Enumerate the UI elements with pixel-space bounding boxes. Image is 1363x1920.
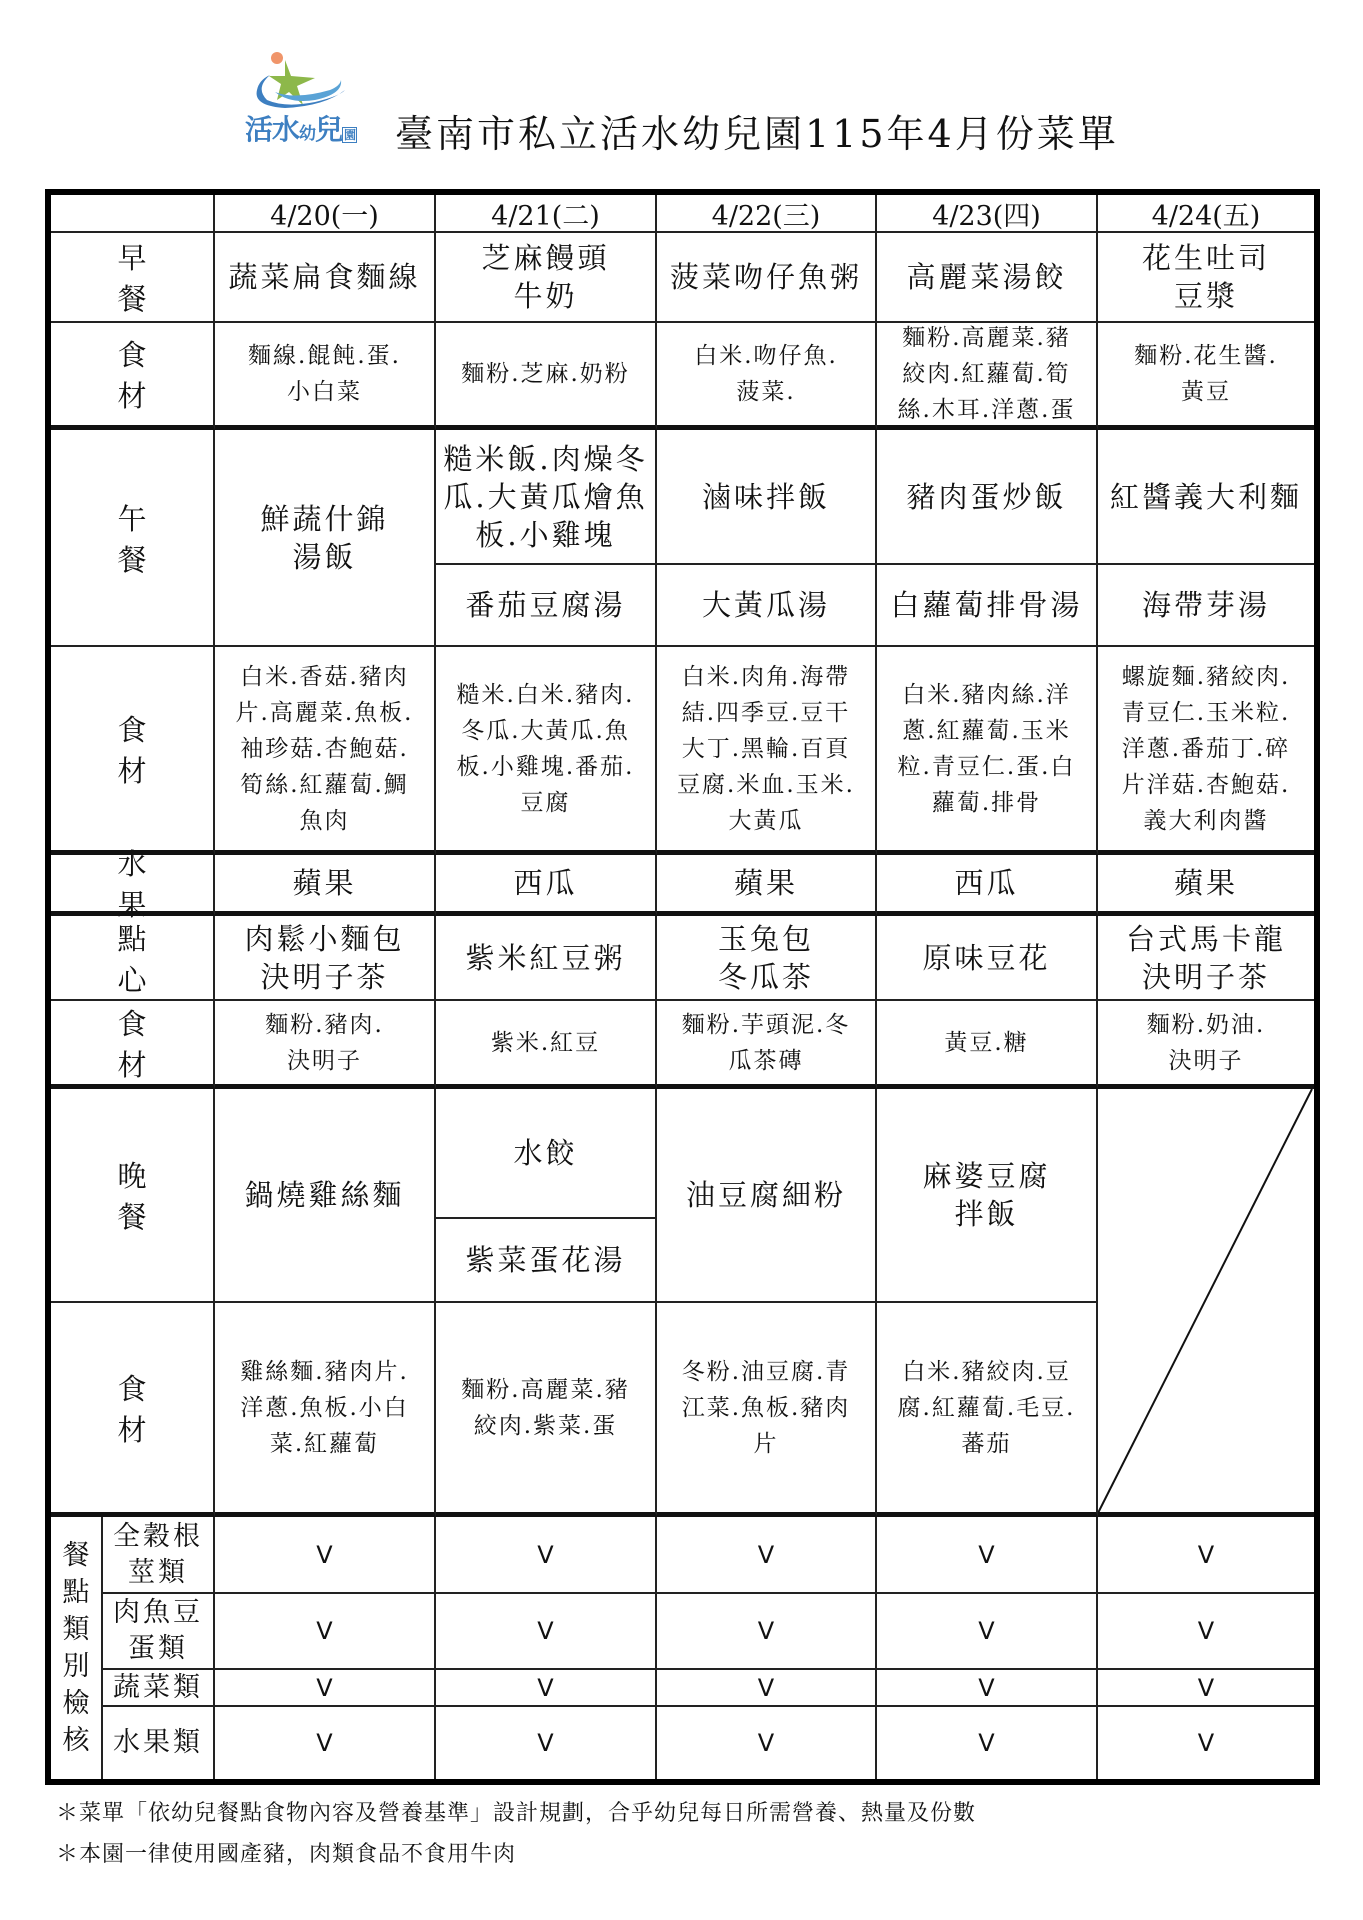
check-mark bbox=[877, 1517, 1098, 1594]
check-mark bbox=[1098, 1517, 1314, 1594]
row-label-lunch-ingredients bbox=[51, 647, 236, 855]
row-label-breakfast-text: 早 餐 bbox=[117, 241, 236, 316]
row-label-lunch-ingredients-text: 食 材 bbox=[117, 712, 236, 788]
snack-ingredients-text: 麵粉.奶油. 決明子 bbox=[1146, 1011, 1266, 1074]
lunch-main-text: 鮮蔬什錦 湯飯 bbox=[260, 501, 389, 574]
check-mark-text: V bbox=[316, 1673, 333, 1702]
breakfast-ingredients-text: 麵粉.芝麻.奶粉 bbox=[461, 361, 630, 387]
check-group-label-text: 餐點類別檢核 bbox=[62, 1540, 90, 1756]
dinner-ingredients bbox=[436, 1303, 657, 1517]
dinner-dish bbox=[436, 1089, 657, 1219]
dinner-ingredients-text: 白米.豬絞肉.豆 腐.紅蘿蔔.毛豆. 蕃茄 bbox=[897, 1358, 1076, 1457]
kindergarten-logo bbox=[245, 50, 380, 145]
check-mark bbox=[877, 1594, 1098, 1670]
lunch-main bbox=[436, 430, 657, 565]
breakfast-ingredients bbox=[657, 323, 877, 430]
row-label-snack bbox=[51, 916, 236, 1001]
snack-ingredients bbox=[436, 1001, 657, 1089]
logo-text: 活水幼兒 園 bbox=[245, 113, 356, 146]
check-mark bbox=[877, 1670, 1098, 1707]
check-category bbox=[103, 1517, 215, 1594]
row-label-dinner-text: 晚 餐 bbox=[117, 1159, 236, 1234]
check-mark-text: V bbox=[757, 1617, 775, 1645]
breakfast-ingredients-text: 麵線.餛飩.蛋. 小白菜 bbox=[248, 343, 401, 405]
row-label-dinner-ingredients-text: 食 材 bbox=[117, 1371, 236, 1447]
dinner-ingredients bbox=[657, 1303, 877, 1517]
check-mark bbox=[436, 1707, 657, 1779]
row-label-breakfast-ingredients-text: 食 材 bbox=[117, 338, 236, 413]
row-label-lunch-text: 午 餐 bbox=[117, 501, 236, 577]
breakfast-dish bbox=[1098, 233, 1314, 323]
check-mark-text: V bbox=[757, 1540, 775, 1569]
check-category-text: 全穀根 莖類 bbox=[113, 1520, 203, 1588]
fruit-item bbox=[877, 855, 1098, 916]
lunch-ingredients-text: 白米.香菇.豬肉 片.高麗菜.魚板. 袖珍菇.杏鮑菇. 筍絲.紅蘿蔔.鯛 魚肉 bbox=[235, 663, 414, 834]
dinner-ingredients bbox=[877, 1303, 1098, 1517]
lunch-soup bbox=[657, 565, 877, 647]
fruit-item-text: 西瓜 bbox=[513, 866, 578, 900]
snack-dish bbox=[436, 916, 657, 1001]
lunch-main bbox=[1098, 430, 1314, 565]
dinner-dish-text: 油豆腐細粉 bbox=[685, 1178, 846, 1212]
day-header bbox=[215, 195, 436, 233]
lunch-soup bbox=[436, 565, 657, 647]
lunch-ingredients-text: 螺旋麵.豬絞肉. 青豆仁.玉米粒. 洋蔥.番茄丁.碎 片洋菇.杏鮑菇. 義大利肉醬 bbox=[1121, 663, 1291, 834]
check-mark-text: V bbox=[1197, 1617, 1215, 1645]
dinner-dish-text: 麻婆豆腐 拌飯 bbox=[922, 1159, 1051, 1231]
dinner-soup bbox=[436, 1219, 657, 1303]
check-mark bbox=[215, 1707, 436, 1779]
fruit-item bbox=[436, 855, 657, 916]
snack-dish bbox=[1098, 916, 1314, 1001]
check-mark bbox=[1098, 1594, 1314, 1670]
row-label-lunch bbox=[51, 430, 236, 647]
breakfast-dish bbox=[877, 233, 1098, 323]
fruit-item bbox=[215, 855, 436, 916]
check-mark-text: V bbox=[978, 1617, 995, 1645]
row-label-snack-ingredients-text: 食 材 bbox=[117, 1006, 236, 1082]
snack-ingredients bbox=[877, 1001, 1098, 1089]
row-label-dinner-ingredients bbox=[51, 1303, 236, 1517]
day-header-text: 4/21(二) bbox=[491, 200, 600, 232]
lunch-soup bbox=[1098, 565, 1314, 647]
lunch-ingredients bbox=[877, 647, 1098, 855]
check-mark bbox=[215, 1670, 436, 1707]
check-mark-text: V bbox=[537, 1673, 554, 1702]
breakfast-ingredients bbox=[877, 323, 1098, 430]
dinner-dish bbox=[215, 1089, 436, 1303]
breakfast-dish bbox=[215, 233, 436, 323]
snack-dish bbox=[215, 916, 436, 1001]
check-mark-text: V bbox=[316, 1617, 333, 1645]
fruit-item-text: 西瓜 bbox=[954, 866, 1019, 900]
check-mark bbox=[215, 1594, 436, 1670]
check-mark bbox=[1098, 1670, 1314, 1707]
breakfast-ingredients bbox=[1098, 323, 1314, 430]
row-label-snack-text: 點 心 bbox=[117, 921, 236, 997]
snack-ingredients-text: 黃豆.糖 bbox=[944, 1029, 1029, 1056]
lunch-ingredients bbox=[1098, 647, 1314, 855]
breakfast-ingredients-text: 麵粉.高麗菜.豬 絞肉.紅蘿蔔.筍 絲.木耳.洋蔥.蛋 bbox=[897, 325, 1076, 423]
check-mark-text: V bbox=[757, 1729, 775, 1757]
check-mark-text: V bbox=[1197, 1729, 1215, 1757]
check-mark-text: V bbox=[316, 1729, 333, 1757]
note-nutrition: ＊菜單「依幼兒餐點食物內容及營養基準」設計規劃，合乎幼兒每日所需營養、熱量及份數 bbox=[56, 1801, 977, 1826]
menu-table bbox=[45, 189, 1320, 1785]
day-header-text: 4/20(一) bbox=[270, 200, 379, 232]
check-category-text: 蔬菜類 bbox=[113, 1671, 203, 1703]
snack-ingredients bbox=[1098, 1001, 1314, 1089]
snack-ingredients-text: 麵粉.豬肉. 決明子 bbox=[265, 1011, 384, 1074]
check-mark bbox=[877, 1707, 1098, 1779]
day-header bbox=[436, 195, 657, 233]
note-pork: ＊本園一律使用國產豬，肉類食品不食用牛肉 bbox=[56, 1842, 517, 1867]
check-mark bbox=[436, 1517, 657, 1594]
row-label-breakfast-ingredients bbox=[51, 323, 236, 430]
row-label-fruit-text: 水 果 bbox=[117, 847, 236, 922]
dinner-dish bbox=[657, 1089, 877, 1303]
snack-ingredients bbox=[215, 1001, 436, 1089]
check-category bbox=[103, 1670, 215, 1707]
check-mark-text: V bbox=[537, 1617, 554, 1645]
dinner-ingredients-text: 麵粉.高麗菜.豬 絞肉.紫菜.蛋 bbox=[461, 1376, 630, 1439]
breakfast-ingredients-text: 白米.吻仔魚. 菠菜. bbox=[694, 343, 838, 405]
day-header bbox=[1098, 195, 1314, 233]
check-mark bbox=[657, 1670, 877, 1707]
fruit-item-text: 蘋果 bbox=[733, 866, 798, 900]
dinner-soup-text: 紫菜蛋花湯 bbox=[465, 1243, 626, 1277]
lunch-ingredients bbox=[657, 647, 877, 855]
breakfast-dish-text: 菠菜吻仔魚粥 bbox=[669, 260, 862, 294]
row-label-snack-ingredients bbox=[51, 1001, 236, 1089]
fruit-item-text: 蘋果 bbox=[292, 866, 357, 900]
check-mark-text: V bbox=[537, 1729, 554, 1757]
check-category bbox=[103, 1594, 215, 1670]
dinner-ingredients-text: 雞絲麵.豬肉片. 洋蔥.魚板.小白 菜.紅蘿蔔 bbox=[240, 1358, 409, 1457]
snack-dish-text: 肉鬆小麵包 決明子茶 bbox=[244, 921, 405, 994]
day-header-text: 4/22(三) bbox=[711, 200, 821, 232]
breakfast-dish-text: 花生吐司 豆漿 bbox=[1141, 241, 1270, 313]
dinner-friday-none bbox=[1098, 1089, 1314, 1517]
check-mark-text: V bbox=[978, 1540, 995, 1569]
check-group-label bbox=[51, 1517, 103, 1779]
check-mark bbox=[1098, 1707, 1314, 1779]
check-mark-text: V bbox=[978, 1673, 995, 1702]
check-mark bbox=[657, 1594, 877, 1670]
lunch-main-text: 紅醬義大利麵 bbox=[1109, 479, 1302, 514]
check-category-text: 肉魚豆 蛋類 bbox=[113, 1597, 203, 1664]
lunch-main bbox=[215, 430, 436, 647]
lunch-soup-text: 番茄豆腐湯 bbox=[465, 588, 626, 622]
snack-ingredients-text: 麵粉.芋頭泥.冬 瓜茶磚 bbox=[681, 1011, 851, 1074]
check-category bbox=[103, 1707, 215, 1779]
check-mark-text: V bbox=[1197, 1673, 1215, 1702]
day-header-text: 4/23(四) bbox=[932, 200, 1041, 232]
check-mark bbox=[215, 1517, 436, 1594]
snack-ingredients bbox=[657, 1001, 877, 1089]
dinner-dish-text: 鍋燒雞絲麵 bbox=[244, 1178, 405, 1212]
lunch-ingredients-text: 糙米.白米.豬肉. 冬瓜.大黃瓜.魚 板.小雞塊.番茄. 豆腐 bbox=[456, 681, 635, 816]
lunch-main-text: 豬肉蛋炒飯 bbox=[906, 479, 1067, 514]
snack-dish-text: 原味豆花 bbox=[922, 940, 1051, 975]
lunch-main-text: 滷味拌飯 bbox=[701, 479, 830, 514]
breakfast-dish-text: 高麗菜湯餃 bbox=[906, 260, 1067, 294]
fruit-item bbox=[657, 855, 877, 916]
lunch-main-text: 糙米飯.肉燥冬 瓜.大黃瓜燴魚 板.小雞塊 bbox=[443, 441, 648, 552]
row-label-fruit bbox=[51, 847, 236, 922]
breakfast-ingredients-text: 麵粉.花生醬. 黃豆 bbox=[1134, 343, 1278, 405]
snack-dish-text: 紫米紅豆粥 bbox=[465, 940, 626, 975]
lunch-ingredients-text: 白米.肉角.海帶 結.四季豆.豆干 大丁.黑輪.百頁 豆腐.米血.玉米. 大黃瓜 bbox=[677, 663, 855, 834]
row-label-breakfast bbox=[51, 233, 236, 323]
dinner-dish-text: 水餃 bbox=[513, 1136, 578, 1170]
check-mark-text: V bbox=[1197, 1540, 1215, 1569]
snack-dish-text: 台式馬卡龍 決明子茶 bbox=[1125, 921, 1286, 994]
dinner-dish bbox=[877, 1089, 1098, 1303]
lunch-ingredients bbox=[436, 647, 657, 855]
check-mark-text: V bbox=[757, 1673, 775, 1702]
lunch-soup-text: 大黃瓜湯 bbox=[701, 588, 830, 622]
breakfast-dish-text: 芝麻饅頭 牛奶 bbox=[481, 241, 610, 313]
check-mark bbox=[436, 1594, 657, 1670]
snack-dish bbox=[877, 916, 1098, 1001]
lunch-ingredients bbox=[215, 647, 436, 855]
check-category-text: 水果類 bbox=[113, 1727, 203, 1758]
lunch-soup bbox=[877, 565, 1098, 647]
check-mark bbox=[657, 1707, 877, 1779]
check-mark-text: V bbox=[316, 1540, 333, 1569]
snack-dish-text: 玉兔包 冬瓜茶 bbox=[717, 921, 814, 994]
header-blank bbox=[51, 195, 215, 233]
breakfast-ingredients bbox=[436, 323, 657, 430]
check-mark-text: V bbox=[537, 1540, 554, 1569]
fruit-item-text: 蘋果 bbox=[1173, 866, 1238, 900]
check-mark bbox=[436, 1670, 657, 1707]
no-service-slash bbox=[1098, 1089, 1314, 1517]
dinner-ingredients bbox=[215, 1303, 436, 1517]
breakfast-dish bbox=[657, 233, 877, 323]
page-title: 臺南市私立活水幼兒園115年4月份菜單 bbox=[395, 112, 1119, 156]
fruit-item bbox=[1098, 855, 1314, 916]
breakfast-dish bbox=[436, 233, 657, 323]
day-header-text: 4/24(五) bbox=[1151, 200, 1261, 232]
row-label-dinner bbox=[51, 1089, 236, 1303]
lunch-soup-text: 白蘿蔔排骨湯 bbox=[890, 588, 1083, 622]
check-mark-text: V bbox=[978, 1729, 995, 1757]
breakfast-dish-text: 蔬菜扁食麵線 bbox=[228, 260, 421, 294]
dinner-ingredients-text: 冬粉.油豆腐.青 江菜.魚板.豬肉 片 bbox=[681, 1358, 851, 1457]
lunch-main bbox=[657, 430, 877, 565]
day-header bbox=[657, 195, 877, 233]
day-header bbox=[877, 195, 1098, 233]
snack-dish bbox=[657, 916, 877, 1001]
snack-ingredients-text: 紫米.紅豆 bbox=[490, 1029, 601, 1056]
lunch-ingredients-text: 白米.豬肉絲.洋 蔥.紅蘿蔔.玉米 粒.青豆仁.蛋.白 蘿蔔.排骨 bbox=[897, 681, 1076, 816]
check-mark bbox=[657, 1517, 877, 1594]
lunch-soup-text: 海帶芽湯 bbox=[1141, 588, 1270, 622]
logo-emblem-icon bbox=[245, 50, 380, 110]
lunch-main bbox=[877, 430, 1098, 565]
breakfast-ingredients bbox=[215, 323, 436, 430]
